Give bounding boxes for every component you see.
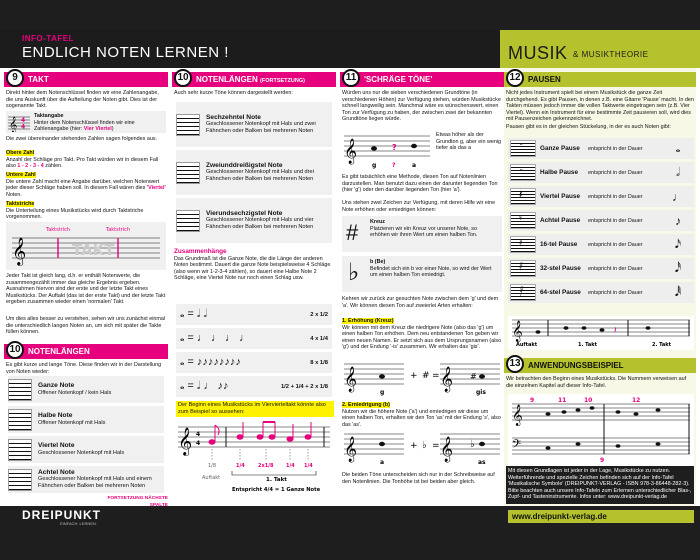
anwendung-score [508, 394, 694, 466]
takt-watermark: TAKT [72, 241, 115, 259]
taktstriche-text: Die Unterteilung eines Musikstücks wird durch Taktstriche vorgenommen. [6, 207, 144, 221]
section-title: NOTENLÄNGEN [28, 347, 90, 356]
page-title: ENDLICH NOTEN LERNEN ! [22, 44, 229, 61]
taktangabe-text: Taktangabe Hinter dem Notenschlüssel finden wir eine Zahlenangabe (hier: Vier Viertel) [34, 113, 135, 133]
takt1-label: 1. Takt [266, 477, 287, 483]
treble-clef-4-4-icon [8, 112, 30, 132]
equation-label: 8 x 1/8 [310, 359, 328, 366]
note-desc: Geschlossener Notenkopf mit Hals und zwei Fähnchen oder Balken bei mehreren Noten [206, 121, 316, 134]
pause-name: Halbe Pause [540, 169, 579, 176]
equivalent-note-icon: 𝅝 [675, 141, 681, 155]
erhoehung [342, 318, 502, 351]
equation-row [176, 352, 332, 373]
chapter-ref: 10 [584, 397, 593, 404]
kreuz-heading: Kreuz [370, 219, 385, 225]
sharp-icon: # [346, 220, 359, 245]
pause-row [508, 258, 694, 279]
pausen-intro: Nicht jedes Instrument spielt bei einem Musikstück die ganze Zeit durchgehend. Es gibt Pausen, in denen z.B. eine Gitarre 'Pause' macht. In den Takten müssen jedoch immer die vollen Taktwerte eingetragen sein (z.B. Vier Viertel). Wenn ein Instrument für eine bestimmte Zeit pausieren soll, wird dies mit Pausenzeichen gekennzeichnet. [506, 90, 694, 123]
anwendung-intro: Wir betrachten den Beginn eines Musikstücks. Die Nummern verweisen auf die einzelnen Kapitel auf dieser Info-Tafel. [506, 376, 687, 389]
note-description [200, 163, 332, 182]
equation-label: 4 x 1/4 [310, 335, 328, 342]
column-takt [4, 68, 168, 506]
note-symbol-icon [176, 162, 200, 184]
section-title: ANWENDUNGSBEISPIEL [528, 361, 624, 370]
note-description [32, 470, 164, 489]
note-sum-icon: 𝅝 = ♪♪♪♪♪♪♪♪ [180, 356, 241, 368]
pause-desc: entspricht in der Dauer [588, 145, 643, 152]
obere-zahl-end: zählen. [45, 163, 63, 170]
svg-text:𝄞: 𝄞 [440, 437, 454, 462]
section-number: 10 [6, 341, 24, 359]
pause-desc: entspricht in der Dauer [588, 265, 643, 272]
section-number: 10 [174, 69, 192, 87]
note-name: Halbe Note [38, 412, 73, 420]
note-label: g [372, 162, 377, 169]
note-label: ? [392, 162, 396, 169]
entspricht-label: Entspricht 4/4 = 1 Ganze Note [232, 487, 321, 493]
svg-text:4: 4 [196, 440, 201, 447]
beat-label: 2x1/8 [258, 463, 274, 469]
rest-symbol-icon: 𝄼 [510, 164, 536, 181]
equivalent-note-icon: 𝅘𝅥𝅰 [674, 261, 682, 275]
taktangabe-box [6, 111, 166, 133]
note-name: Vierundsechzigstel Note [206, 209, 283, 217]
top-bar [0, 0, 700, 30]
header-kicker: INFO-TAFEL [22, 34, 74, 43]
note-row [8, 436, 164, 463]
equation-label: 1/2 + 1/4 + 2 x 1/8 [280, 383, 328, 390]
svg-text:#: # [422, 371, 430, 381]
rest-symbol-icon: 𝄻 [510, 140, 536, 157]
header-topic [508, 43, 648, 64]
taktstriche [6, 201, 166, 221]
zusammenhaenge [174, 249, 334, 282]
publisher-slogan: EINFACH. LERNEN. [60, 521, 97, 526]
svg-text:𝄞: 𝄞 [344, 367, 358, 392]
section-header-takt [4, 72, 168, 87]
svg-text:♭: ♭ [470, 439, 475, 450]
taktstrich-label-left: Taktstrich [46, 227, 71, 233]
section-number: 12 [506, 69, 524, 87]
section-header-schraege-toene [340, 72, 504, 87]
note-label: gis [476, 389, 486, 396]
note-symbol-icon [176, 210, 200, 232]
erniedrigung-heading: 2. Erniedrigung (b) [342, 402, 390, 408]
section-title-suffix: (FORTSETZUNG) [260, 78, 305, 84]
note-row [176, 198, 332, 243]
beat-label: 1/4 [236, 463, 245, 469]
note-description [32, 443, 124, 456]
svg-text:4: 4 [21, 117, 26, 124]
pause-row [508, 186, 694, 207]
svg-text:𝄽: 𝄽 [614, 326, 617, 336]
obere-zahl-count: 1 - 2 - 3 - 4 [17, 163, 44, 170]
header-topic-main: MUSIK [508, 43, 568, 63]
pause-name: 32-stel Pause [540, 265, 581, 272]
chapter-ref: 9 [530, 397, 535, 404]
takt-transition-text: Um dies alles besser zu verstehen, sehen wir uns zunächst einmal die unterschiedlich langen Noten an, um sich mit später die Takte füllen können. [6, 316, 166, 336]
pause-name: Ganze Pause [540, 145, 580, 152]
note-description [200, 211, 332, 230]
note-symbol-icon [8, 469, 32, 491]
note-name: Zweiunddreißigstel Note [206, 161, 283, 169]
beginn-hint: Der Beginn eines Musikstücks im Viervierteltakt könnte also zum Beispiel so aussehen: [176, 401, 334, 417]
erniedrigung [342, 402, 502, 428]
pause-name: 64-stel Pause [540, 289, 581, 296]
short-notes-intro: Auch sehr kurze Töne können dargestellt werden: [174, 90, 293, 96]
column-notenlaengen [172, 68, 336, 506]
svg-text:𝄞: 𝄞 [344, 139, 358, 164]
section-header-notenlaengen-2 [172, 72, 336, 87]
beat-label: 1/4 [286, 463, 295, 469]
kreuz-box [342, 216, 502, 252]
note-symbol-icon [176, 114, 200, 136]
rest-symbol-icon: 𝄽 [510, 188, 536, 205]
equivalent-note-icon: 𝅘𝅥𝅱 [674, 285, 682, 299]
zusammenhaenge-heading: Zusammenhänge [174, 248, 227, 255]
zusammenhaenge-text: Das Grundmaß ist die Ganze Note, die die Länge der anderen Noten bestimmt. Dauert die ganze Note beispielsweise 4 Schläge (also wenn wir 1-2-3-4 zählen), so dauert eine Halbe Note 2 Schläge, eine Viertel Note nur noch einen Schlag usw. [174, 255, 331, 282]
gis-example [342, 358, 502, 398]
taktstrich-example [6, 222, 166, 270]
note-desc: Geschlossener Notenkopf mit Hals [38, 449, 125, 456]
note-desc: Offener Notenkopf / kein Hals [38, 389, 112, 396]
pause-desc: entspricht in der Dauer [588, 241, 643, 248]
pausen-subintro: Pausen gibt es in der gleichen Stückelung, in der es auch Noten gibt: [506, 124, 671, 130]
taktstriche-heading: Taktstriche [6, 201, 35, 207]
pause-label: 2. Takt [652, 342, 671, 348]
note-label: as [478, 459, 486, 466]
note-label: a [380, 459, 385, 466]
untere-zahl-heading: Untere Zahl [6, 172, 36, 178]
untere-zahl [6, 172, 166, 198]
equation-row [176, 304, 332, 325]
chapter-ref: 12 [632, 397, 641, 404]
taktstrich-label-right: Taktstrich [106, 227, 131, 233]
erhoehung-heading: 1. Erhöhung (Kreuz) [342, 318, 394, 324]
note-name: Ganze Note [38, 382, 75, 390]
pause-desc: entspricht in der Dauer [588, 193, 643, 200]
takt-length-text: Jeder Takt ist gleich lang, d.h. er enthält Notenwerte, die zusammengezählt immer das gleiche Ergebnis ergeben. Ausnahmen hiervon sind der erste und der letzte Takt eines Musikstücks. Der Auftakt (das ist der erste Takt) und der letzte Takt ergeben zusammen wieder einen 'normalen' Takt. [6, 273, 166, 306]
chapter-ref: 11 [558, 397, 567, 404]
equivalent-note-icon: ♪ [675, 213, 681, 228]
note-label: g [380, 389, 385, 396]
note-symbol-icon [8, 409, 32, 431]
svg-text:𝄞: 𝄞 [12, 237, 27, 265]
pause-row [508, 234, 694, 255]
equivalent-note-icon: 𝅘𝅥𝅯 [674, 237, 682, 251]
equivalent-note-icon: ♩ [672, 189, 684, 204]
note-row [8, 406, 164, 433]
svg-text:?: ? [392, 143, 397, 152]
pause-desc: entspricht in der Dauer [588, 289, 643, 296]
svg-text:=: = [432, 441, 440, 451]
g-a-staff [342, 130, 432, 170]
equivalent-note-icon: 𝅗𝅥 [676, 165, 680, 179]
header-topic-sub: & MUSIKTHEORIE [573, 49, 649, 59]
pause-row [508, 210, 694, 231]
publisher-logo: DREIPUNKT [22, 508, 102, 522]
section-number: 13 [506, 355, 524, 373]
equation-row [176, 376, 332, 397]
auftakt-label: Auftakt [202, 475, 221, 481]
section-title: PAUSEN [528, 75, 561, 84]
rest-symbol-icon: 𝄾 [510, 212, 536, 229]
note-sum-icon: 𝅝 = ♩ ♩ ♩ ♩ [180, 332, 251, 344]
notenlaengen-intro: Es gibt kurze und lange Töne. Diese finden wir in der Darstellung von Noten wieder: [6, 362, 162, 375]
svg-text:𝄞: 𝄞 [512, 405, 523, 426]
obere-zahl-heading: Obere Zahl [6, 150, 35, 156]
pause-row [508, 282, 694, 303]
svg-text:+: + [410, 371, 418, 381]
section-header-pausen [504, 72, 696, 87]
svg-text:=: = [432, 371, 440, 381]
beat-label: 1/8 [208, 463, 217, 469]
continuation-note: FORTSETZUNG NÄCHSTE SPALTE [107, 496, 168, 506]
pause-row [508, 138, 694, 159]
svg-text:+: + [410, 441, 418, 451]
note-row [8, 466, 164, 493]
note-sum-icon: 𝅝 = 𝅗𝅥 𝅗𝅥 [180, 308, 207, 320]
rest-symbol-icon: 𝄿 [510, 236, 536, 253]
auftakt-staff [174, 419, 334, 495]
schraege-signs-intro: Uns stehen zwei Zeichen zur Verfügung, mit deren Hilfe wir eine Note erhöhen oder erniedrigen können: [342, 200, 496, 213]
pause-desc: entspricht in der Dauer [588, 217, 643, 224]
note-description [32, 413, 105, 426]
note-sum-icon: 𝅝 = 𝅗𝅥 ♩ ♪♪ [180, 380, 229, 392]
section-title: NOTENLÄNGEN [196, 75, 258, 84]
schraege-intro: Würden uns nur die sieben verschiedenen Grundtöne (in verschiedenen Höhen) zur Verfügung stehen, würden Musikstücke schnell langweilig sein. Manchmal wäre es wünschenswert, einen Ton zur Verfügung zu haben, der zwischen zwei der bekannten Grundtöne liegen würde. [342, 90, 501, 123]
note-name: Sechzehntel Note [206, 113, 261, 121]
pause-name: Viertel Pause [540, 193, 581, 200]
note-row [176, 102, 332, 147]
section-title: TAKT [28, 75, 49, 84]
be-heading: b (Be) [370, 259, 386, 265]
rest-symbol-icon: 𝅀 [510, 260, 536, 277]
note-name: Viertel Note [38, 442, 75, 450]
svg-text:𝄢: 𝄢 [512, 438, 522, 454]
svg-text:4: 4 [21, 123, 26, 131]
equation-row [176, 328, 332, 349]
pause-name: Achtel Pause [540, 217, 581, 224]
section-title: 'SCHRÄGE TÖNE' [364, 75, 433, 84]
as-example [342, 428, 502, 468]
svg-text:𝄞: 𝄞 [344, 437, 358, 462]
svg-text:𝄞: 𝄞 [440, 367, 454, 392]
kreuz-desc: Platzieren wir ein Kreuz vor unserer Note, so erhöhen wir ihren Wert um einen halben Ton. [370, 225, 478, 239]
takt-intro: Direkt hinter dem Notenschlüssel finden wir eine Zahlenangabe, die uns Auskunft über die Aufteilung der Noten gibt. Dies ist der sogenannte Takt. [6, 90, 159, 110]
section-number: 11 [342, 69, 360, 87]
svg-text:♭: ♭ [422, 440, 427, 451]
note-symbol-icon [8, 379, 32, 401]
note-desc: Geschlossener Notenkopf mit Hals und drei Fähnchen oder Balken bei mehreren Noten [206, 169, 314, 182]
svg-text:4: 4 [196, 431, 201, 438]
takt-explain: Die zwei übereinander stehenden Zahlen sagen folgendes aus. [6, 136, 158, 142]
section-number: 9 [6, 69, 24, 87]
note-description [200, 115, 332, 134]
kreuz-text [370, 219, 498, 239]
column-schraege-toene [340, 68, 504, 506]
section-header-anwendungsbeispiel [504, 358, 696, 373]
publisher-link[interactable]: www.dreipunkt-verlag.de [508, 510, 694, 523]
untere-zahl-end: Noten. [6, 191, 22, 198]
untere-zahl-highlight: 'Viertel' [146, 185, 166, 192]
taktangabe-label: Taktangabe [34, 113, 64, 119]
note-label: a [412, 162, 417, 169]
beat-label: 1/4 [304, 463, 313, 469]
erniedrigung-text: Nutzen wir die höhere Note ('a') und erniedrigen wir diese um einen halben Ton, erhalten wir den Ton 'as' mit der Endung 's', also das 'as'. [342, 408, 501, 428]
obere-zahl-text: Anzahl der Schläge pro Takt. Pro Takt würden wir in diesem Fall also [6, 156, 159, 170]
flat-icon: ♭ [348, 258, 360, 286]
closing-note: Mit diesen Grundlagen ist jeder in der Lage, Musikstücke zu nutzen. Weiterführende und spezielle Zeichen befinden sich auf der Info-Tafel 'Musikalische Symbole' (DREIPUNKT-VERLAG - ISBN 978-3-86448-282-3). Bitte beachten auch unsere Info-Tafeln zum Erlernen unterschiedlicher Blas-, Zupf- und Tasteninstrumente. Infos unter: www.dreipunkt-verlag.de [506, 466, 694, 504]
erhoehung-text: Wir können mit dem Kreuz die niedrigere Note (also das 'g') um einen halben Ton erhöhen. Dem neu entstandenen Ton geben wir einen neuen Namen. Er setzt sich aus dem Ursprungsnamen (also 'g') und der Endung '-is' zusammen. Wir erhalten das 'gis'. [342, 324, 502, 351]
taktangabe-highlight: Vier Viertel [83, 126, 112, 133]
be-text [370, 259, 498, 279]
svg-text:𝄞: 𝄞 [512, 321, 523, 342]
note-desc: Geschlossener Notenkopf mit Hals und vier Fähnchen oder Balken bei mehreren Noten [206, 217, 314, 230]
equation-label: 2 x 1/2 [310, 311, 328, 318]
be-desc: Befindet sich ein b vor einer Note, so wird der Wert um einen halben Ton erniedrigt. [370, 265, 492, 279]
svg-text:#: # [470, 372, 477, 381]
svg-text:𝄞: 𝄞 [178, 427, 193, 455]
note-symbol-icon [8, 439, 32, 461]
note-description [32, 383, 111, 396]
obere-zahl [6, 150, 166, 170]
chapter-ref: 9 [600, 457, 605, 464]
schraege-method: Es gibt tatsächlich eine Methode, diesen Ton auf Notenlinien darzustellen. Man benutzt dazu einen der darunter liegenden Ton (hier 'g') oder den darüber liegenden Ton (hier 'a'). [342, 174, 498, 194]
schraege-return: Kehren wir zurück zur gesuchten Note zwischen dem 'g' und dem 'a'. Wir können diesen Ton auf zweierlei Arten erhalten: [342, 296, 499, 309]
note-row [176, 150, 332, 195]
note-row [8, 376, 164, 403]
svg-text:𝄞: 𝄞 [9, 117, 18, 132]
taktangabe-desc: Hinter dem Notenschlüssel finden wir eine Zahlenangabe (hier: [34, 119, 135, 133]
section-header-notenlaengen [4, 344, 168, 359]
pause-label: 1. Takt [578, 342, 597, 348]
note-desc: Offener Notenkopf mit Hals [38, 419, 106, 426]
etwas-text: Etwas höher als der Grundton g, aber ein wenig tiefer als das a [436, 132, 502, 152]
pause-row [508, 162, 694, 183]
untere-zahl-text: Die untere Zahl macht eine Angabe darüber, welchen Notenwert jeder dieser Schläge haben soll. In diesem Fall wären dies [6, 178, 160, 192]
pause-example-staff [508, 316, 694, 350]
taktstrich-staff-icon [6, 222, 166, 270]
pause-name: 16-tel Pause [540, 241, 578, 248]
be-box [342, 256, 502, 292]
pause-desc: entspricht in der Dauer [588, 169, 643, 176]
note-desc: Geschlossener Notenkopf mit Hals und einem Fähnchen oder Balken bei mehreren Noten [38, 476, 152, 489]
schraege-conclusion: Die beiden Töne unterscheiden sich nur in der Schreibweise auf den Notenlinien. Die Tonhöhe ist bei beiden aber gleich. [342, 472, 495, 485]
pause-label: Auftakt [516, 342, 538, 348]
note-name: Achtel Note [38, 468, 75, 476]
rest-symbol-icon: 𝅁 [510, 284, 536, 301]
